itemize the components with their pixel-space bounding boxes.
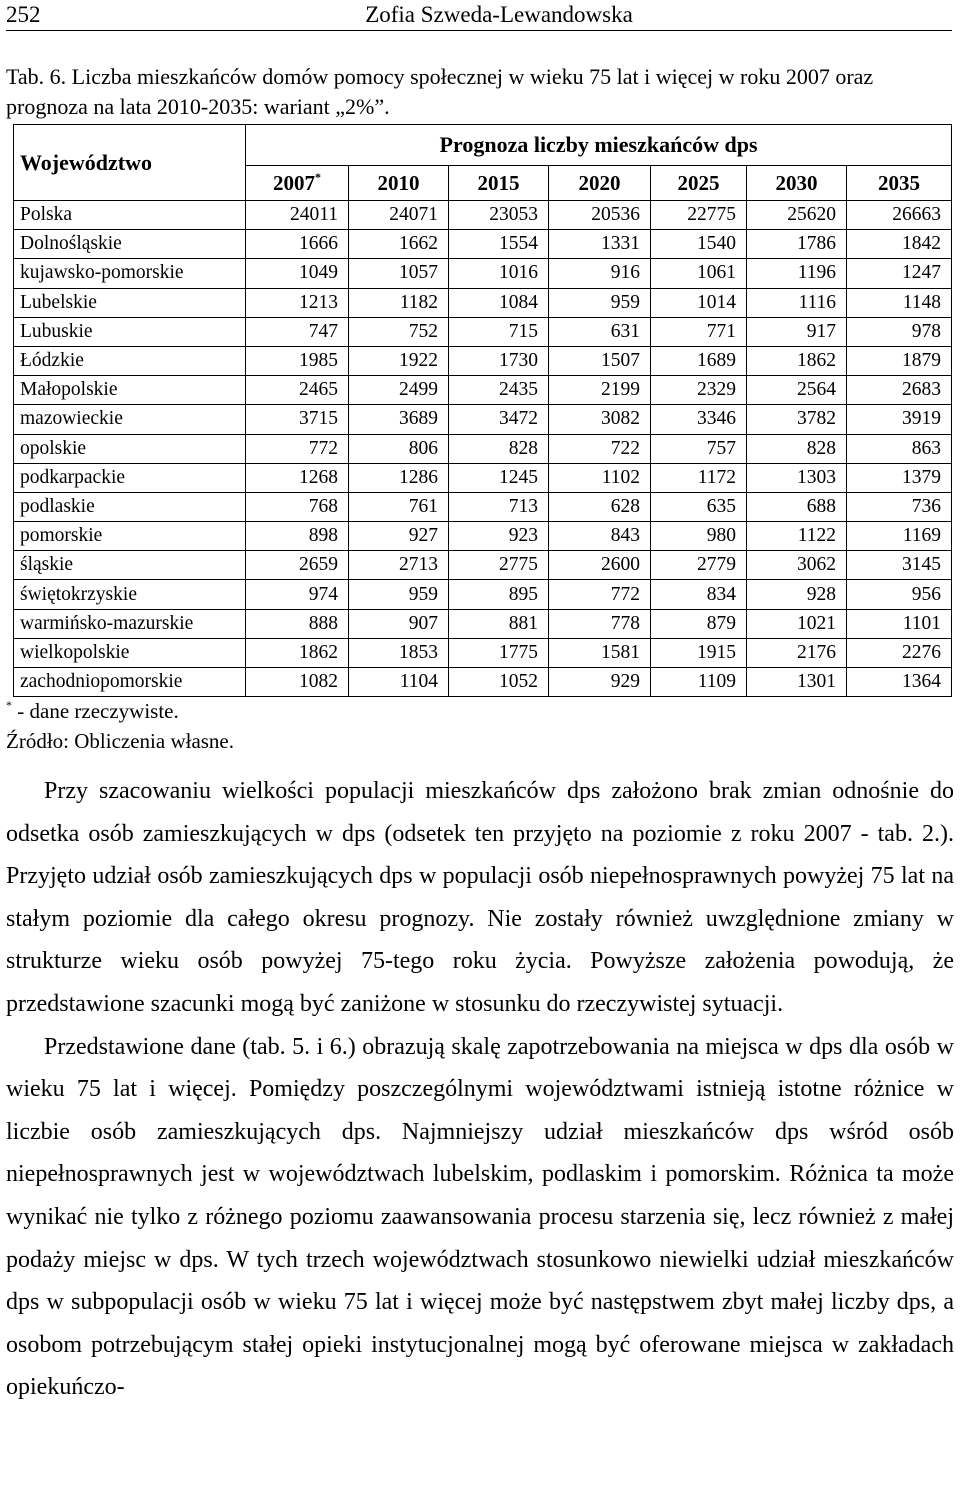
table-row bbox=[14, 346, 952, 375]
value-cell: 1985 bbox=[246, 346, 349, 375]
value-cell: 974 bbox=[246, 580, 349, 609]
value-cell: 3082 bbox=[549, 405, 651, 434]
value-cell: 3782 bbox=[747, 405, 847, 434]
value-cell: 1061 bbox=[651, 259, 747, 288]
table-row bbox=[14, 580, 952, 609]
year-header-2010 bbox=[349, 166, 449, 201]
value-cell: 3062 bbox=[747, 551, 847, 580]
table-row bbox=[14, 551, 952, 580]
value-cell: 20536 bbox=[549, 201, 651, 230]
value-cell: 1109 bbox=[651, 668, 747, 697]
table-row bbox=[14, 522, 952, 551]
value-cell: 898 bbox=[246, 522, 349, 551]
value-cell: 916 bbox=[549, 259, 651, 288]
value-cell: 1021 bbox=[747, 609, 847, 638]
table-row bbox=[14, 317, 952, 346]
region-name: podkarpackie bbox=[14, 463, 246, 492]
value-cell: 959 bbox=[549, 288, 651, 317]
table-row bbox=[14, 434, 952, 463]
value-cell: 747 bbox=[246, 317, 349, 346]
value-cell: 26663 bbox=[847, 201, 952, 230]
paragraph-2: Przedstawione dane (tab. 5. i 6.) obrazują skalę zapotrzebowania na miejsca w dps dla osób w wieku 75 lat i więcej. Pomiędzy poszczególnymi województwami istnieją istotne różnice w liczbie osób zamieszkujących dps. Najmniejszy udział mieszkańców dps wśród osób niepełnosprawnych jest w województwach lubelskim, podlaskim i pomorskim. Różnica ta może wynikać nie tylko z różnego poziomu zaawansowania procesu starzenia się, lecz również z małej podaży miejsc w dps. W tych trzech województwach stosunkowo niewielki udział mieszkańców dps w subpopulacji osób w wieku 75 lat i więcej może być następstwem zbyt małej liczby dps, a osobom potrzebującym stałej opieki instytucjonalnej mogą być oferowane miejsca w zakładach opiekuńczo- bbox=[6, 1033, 954, 1401]
value-cell: 628 bbox=[549, 492, 651, 521]
source-note: Źródło: Obliczenia własne. bbox=[6, 729, 235, 753]
value-cell: 1268 bbox=[246, 463, 349, 492]
value-cell: 772 bbox=[549, 580, 651, 609]
value-cell: 1148 bbox=[847, 288, 952, 317]
year-label: 2025 bbox=[677, 170, 720, 195]
region-name: warmińsko-mazurskie bbox=[14, 609, 246, 638]
region-name: Małopolskie bbox=[14, 376, 246, 405]
table-row bbox=[14, 201, 952, 230]
value-cell: 2659 bbox=[246, 551, 349, 580]
region-name: kujawsko-pomorskie bbox=[14, 259, 246, 288]
value-cell: 834 bbox=[651, 580, 747, 609]
value-cell: 1915 bbox=[651, 638, 747, 667]
region-name: wielkopolskie bbox=[14, 638, 246, 667]
value-cell: 978 bbox=[847, 317, 952, 346]
value-cell: 1286 bbox=[349, 463, 449, 492]
region-name: Lubuskie bbox=[14, 317, 246, 346]
value-cell: 22775 bbox=[651, 201, 747, 230]
value-cell: 3472 bbox=[449, 405, 549, 434]
value-cell: 1364 bbox=[847, 668, 952, 697]
value-cell: 736 bbox=[847, 492, 952, 521]
value-cell: 881 bbox=[449, 609, 549, 638]
value-cell: 2276 bbox=[847, 638, 952, 667]
value-cell: 3689 bbox=[349, 405, 449, 434]
table-caption: Tab. 6. Liczba mieszkańców domów pomocy społecznej w wieku 75 lat i więcej w roku 2007 oraz prognoza na lata 2010-2035: wariant „2%”. bbox=[6, 64, 874, 119]
region-name: śląskie bbox=[14, 551, 246, 580]
value-cell: 1102 bbox=[549, 463, 651, 492]
value-cell: 713 bbox=[449, 492, 549, 521]
value-cell: 1853 bbox=[349, 638, 449, 667]
table-row bbox=[14, 638, 952, 667]
value-cell: 1172 bbox=[651, 463, 747, 492]
value-cell: 722 bbox=[549, 434, 651, 463]
value-cell: 1507 bbox=[549, 346, 651, 375]
year-header-2020 bbox=[549, 166, 651, 201]
data-table bbox=[13, 124, 952, 697]
value-cell: 1084 bbox=[449, 288, 549, 317]
paragraph-1: Przy szacowaniu wielkości populacji mieszkańców dps założono brak zmian odnośnie do odsetka osób zamieszkujących w dps (odsetek ten przyjęto na poziomie z roku 2007 - tab. 2.). Przyjęto udział osób zamieszkujących dps w populacji osób niepełnosprawnych powyżej 75 lat na stałym poziomie dla całego okresu prognozy. Nie zostały również uwzględnione zmiany w strukturze wieku osób powyżej 75-tego roku życia. Powyższe założenia powodują, że przedstawione szacunki mogą być zaniżone w stosunku do rzeczywistej sytuacji. bbox=[6, 778, 954, 1017]
region-name: świętokrzyskie bbox=[14, 580, 246, 609]
value-cell: 1554 bbox=[449, 230, 549, 259]
year-label: 2010 bbox=[377, 170, 420, 195]
value-cell: 715 bbox=[449, 317, 549, 346]
value-cell: 2176 bbox=[747, 638, 847, 667]
year-label: 2020 bbox=[578, 170, 621, 195]
value-cell: 768 bbox=[246, 492, 349, 521]
value-cell: 1101 bbox=[847, 609, 952, 638]
footnote bbox=[6, 696, 234, 726]
table-notes bbox=[6, 696, 234, 756]
value-cell: 1666 bbox=[246, 230, 349, 259]
value-cell: 1116 bbox=[747, 288, 847, 317]
value-cell: 23053 bbox=[449, 201, 549, 230]
value-cell: 688 bbox=[747, 492, 847, 521]
value-cell: 2199 bbox=[549, 376, 651, 405]
value-cell: 895 bbox=[449, 580, 549, 609]
value-cell: 1730 bbox=[449, 346, 549, 375]
value-cell: 3346 bbox=[651, 405, 747, 434]
value-cell: 1247 bbox=[847, 259, 952, 288]
value-cell: 2713 bbox=[349, 551, 449, 580]
year-header-2015 bbox=[449, 166, 549, 201]
value-cell: 2564 bbox=[747, 376, 847, 405]
value-cell: 2435 bbox=[449, 376, 549, 405]
year-label: 2030 bbox=[775, 170, 818, 195]
year-header-2007 bbox=[246, 166, 349, 201]
value-cell: 888 bbox=[246, 609, 349, 638]
body-text bbox=[6, 770, 954, 1409]
value-cell: 2779 bbox=[651, 551, 747, 580]
value-cell: 959 bbox=[349, 580, 449, 609]
footnote-text: - dane rzeczywiste. bbox=[12, 699, 179, 723]
value-cell: 1540 bbox=[651, 230, 747, 259]
value-cell: 3919 bbox=[847, 405, 952, 434]
table-row bbox=[14, 609, 952, 638]
value-cell: 923 bbox=[449, 522, 549, 551]
value-cell: 1581 bbox=[549, 638, 651, 667]
value-cell: 2600 bbox=[549, 551, 651, 580]
value-cell: 1016 bbox=[449, 259, 549, 288]
value-cell: 828 bbox=[747, 434, 847, 463]
region-name: Lubelskie bbox=[14, 288, 246, 317]
value-cell: 907 bbox=[349, 609, 449, 638]
value-cell: 761 bbox=[349, 492, 449, 521]
table-row bbox=[14, 405, 952, 434]
value-cell: 1922 bbox=[349, 346, 449, 375]
table-row bbox=[14, 668, 952, 697]
value-cell: 2465 bbox=[246, 376, 349, 405]
value-cell: 3715 bbox=[246, 405, 349, 434]
value-cell: 1879 bbox=[847, 346, 952, 375]
value-cell: 806 bbox=[349, 434, 449, 463]
value-cell: 1169 bbox=[847, 522, 952, 551]
value-cell: 2499 bbox=[349, 376, 449, 405]
value-cell: 928 bbox=[747, 580, 847, 609]
year-label: 2015 bbox=[477, 170, 520, 195]
region-name: opolskie bbox=[14, 434, 246, 463]
value-cell: 1122 bbox=[747, 522, 847, 551]
actual-data-marker: * bbox=[315, 169, 321, 184]
region-name: podlaskie bbox=[14, 492, 246, 521]
value-cell: 1786 bbox=[747, 230, 847, 259]
value-cell: 1689 bbox=[651, 346, 747, 375]
year-header-2025 bbox=[651, 166, 747, 201]
region-name: zachodniopomorskie bbox=[14, 668, 246, 697]
value-cell: 828 bbox=[449, 434, 549, 463]
region-name: Dolnośląskie bbox=[14, 230, 246, 259]
value-cell: 1842 bbox=[847, 230, 952, 259]
year-label: 2007 bbox=[273, 170, 315, 195]
value-cell: 1862 bbox=[246, 638, 349, 667]
value-cell: 2683 bbox=[847, 376, 952, 405]
value-cell: 757 bbox=[651, 434, 747, 463]
value-cell: 771 bbox=[651, 317, 747, 346]
region-name: pomorskie bbox=[14, 522, 246, 551]
page-number: 252 bbox=[6, 2, 41, 27]
value-cell: 1379 bbox=[847, 463, 952, 492]
footnote-marker: * bbox=[6, 698, 12, 712]
value-cell: 25620 bbox=[747, 201, 847, 230]
table-row bbox=[14, 288, 952, 317]
table-row bbox=[14, 230, 952, 259]
region-name: Polska bbox=[14, 201, 246, 230]
value-cell: 1303 bbox=[747, 463, 847, 492]
region-name: mazowieckie bbox=[14, 405, 246, 434]
value-cell: 1082 bbox=[246, 668, 349, 697]
value-cell: 917 bbox=[747, 317, 847, 346]
value-cell: 1245 bbox=[449, 463, 549, 492]
value-cell: 1014 bbox=[651, 288, 747, 317]
value-cell: 2775 bbox=[449, 551, 549, 580]
value-cell: 752 bbox=[349, 317, 449, 346]
value-cell: 1662 bbox=[349, 230, 449, 259]
value-cell: 3145 bbox=[847, 551, 952, 580]
forecast-header: Prognoza liczby mieszkańców dps bbox=[246, 125, 952, 166]
year-label: 2035 bbox=[878, 170, 921, 195]
value-cell: 1052 bbox=[449, 668, 549, 697]
value-cell: 929 bbox=[549, 668, 651, 697]
year-header-2030 bbox=[747, 166, 847, 201]
year-header-2035 bbox=[847, 166, 952, 201]
value-cell: 956 bbox=[847, 580, 952, 609]
value-cell: 1301 bbox=[747, 668, 847, 697]
value-cell: 1049 bbox=[246, 259, 349, 288]
value-cell: 927 bbox=[349, 522, 449, 551]
value-cell: 778 bbox=[549, 609, 651, 638]
value-cell: 631 bbox=[549, 317, 651, 346]
table-body bbox=[14, 201, 952, 697]
value-cell: 24011 bbox=[246, 201, 349, 230]
value-cell: 1182 bbox=[349, 288, 449, 317]
value-cell: 879 bbox=[651, 609, 747, 638]
value-cell: 1057 bbox=[349, 259, 449, 288]
value-cell: 980 bbox=[651, 522, 747, 551]
value-cell: 843 bbox=[549, 522, 651, 551]
table-row bbox=[14, 463, 952, 492]
page-header bbox=[6, 2, 952, 31]
value-cell: 1104 bbox=[349, 668, 449, 697]
value-cell: 2329 bbox=[651, 376, 747, 405]
region-name: Łódzkie bbox=[14, 346, 246, 375]
value-cell: 635 bbox=[651, 492, 747, 521]
value-cell: 1775 bbox=[449, 638, 549, 667]
value-cell: 772 bbox=[246, 434, 349, 463]
region-column-header: Województwo bbox=[14, 125, 246, 201]
value-cell: 1331 bbox=[549, 230, 651, 259]
value-cell: 1196 bbox=[747, 259, 847, 288]
value-cell: 1213 bbox=[246, 288, 349, 317]
value-cell: 1862 bbox=[747, 346, 847, 375]
table-row bbox=[14, 259, 952, 288]
running-head-author: Zofia Szweda-Lewandowska bbox=[365, 2, 633, 27]
table-row bbox=[14, 376, 952, 405]
value-cell: 863 bbox=[847, 434, 952, 463]
value-cell: 24071 bbox=[349, 201, 449, 230]
table-row bbox=[14, 492, 952, 521]
